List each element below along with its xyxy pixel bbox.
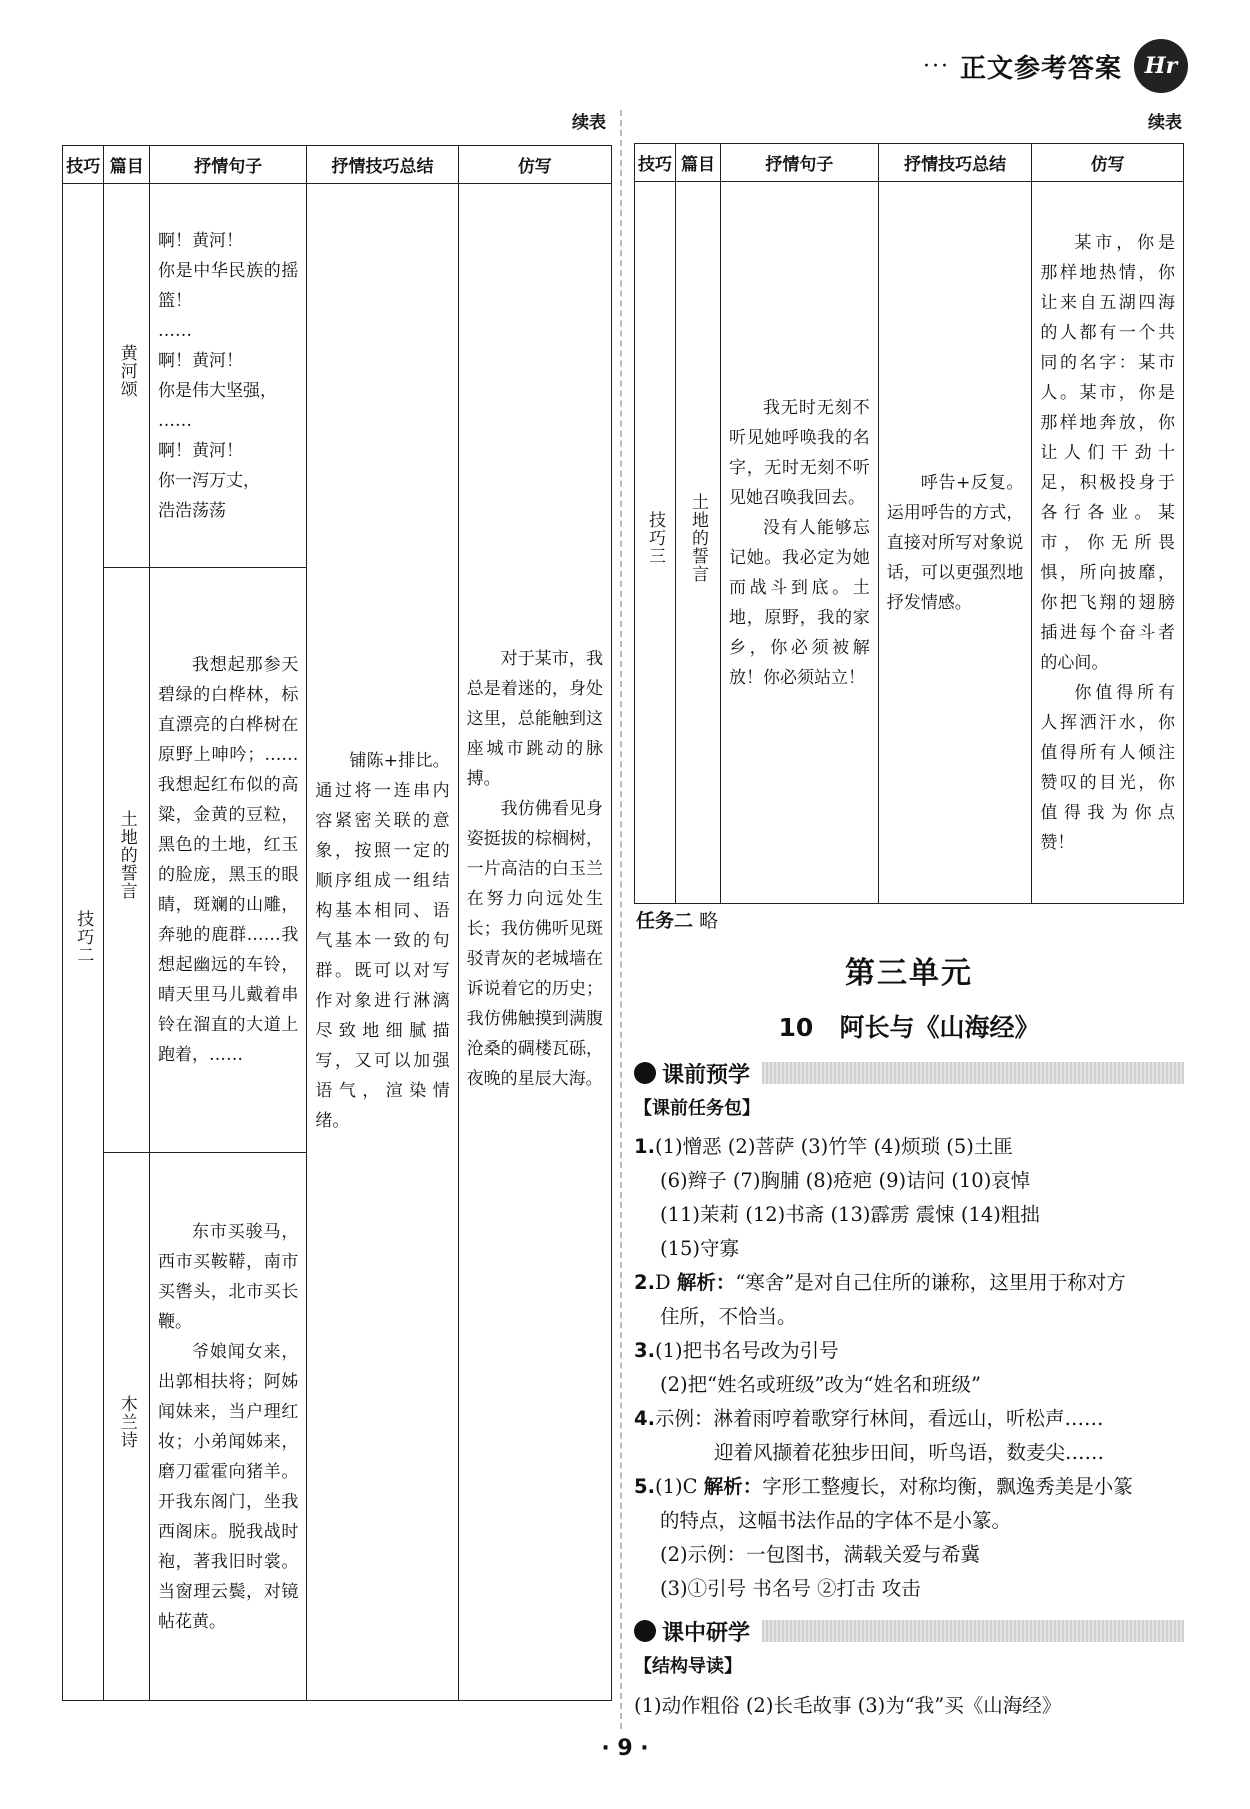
title-cell: 土地的誓言 <box>104 568 150 1153</box>
structure-label: 【结构导读】 <box>634 1656 742 1677</box>
table-row <box>635 182 1184 904</box>
answers-list <box>634 1130 1186 1606</box>
header-dots: ··· <box>923 53 950 79</box>
summary-cell: 呼告+反复。运用呼告的方式，直接对所写对象说话，可以更强烈地抒发情感。 <box>878 182 1032 904</box>
table-header-row <box>63 146 612 184</box>
col-header-summary: 抒情技巧总结 <box>878 144 1032 182</box>
task2-line <box>636 906 718 933</box>
skill-cell: 技巧二 <box>63 184 104 1701</box>
section-bar <box>762 1062 1184 1084</box>
answer-line: (15)守寡 <box>660 1237 740 1260</box>
answer-line: 4.示例：淋着雨哼着歌穿行林间，看远山，听松声…… <box>634 1407 1104 1430</box>
sentences-cell: 我无时无刻不听见她呼唤我的名字，无时无刻不听见她召唤我回去。 没有人能够忘记她。我必定为她而战斗到底。土地，原野，我的家乡，你必须被解放！你必须站立！ <box>721 182 879 904</box>
answer-line: (2)示例：一包图书，满载关爱与希冀 <box>660 1543 981 1566</box>
left-table <box>62 145 612 1701</box>
answer-line: 迎着风撷着花独步田间，听鸟语，数麦尖…… <box>714 1441 1105 1464</box>
header-title: 正文参考答案 <box>959 53 1122 84</box>
sentences-cell: 东市买骏马，西市买鞍鞯，南市买辔头，北市买长鞭。 爷娘闻女来，出郭相扶将；阿姊闻妹来，当户理红妆；小弟闻姊来，磨刀霍霍向猪羊。开我东阁门，坐我西阁床。脱我战时袍，著我旧时裳。当窗理云鬓，对镜帖花黄。 <box>149 1153 306 1701</box>
col-header-imitation: 仿写 <box>458 146 611 184</box>
continued-label-right: 续表 <box>1148 113 1182 133</box>
task2-value: 略 <box>699 910 719 932</box>
skill-cell: 技巧三 <box>635 182 676 904</box>
section-mid-study <box>634 1616 1184 1646</box>
lesson-name: 阿长与《山海经》 <box>839 1013 1040 1042</box>
bullet-icon <box>634 1062 656 1084</box>
answer-line: 的特点，这幅书法作品的字体不是小篆。 <box>660 1509 1012 1532</box>
right-table <box>634 143 1184 904</box>
answer-line: 住所，不恰当。 <box>660 1305 797 1328</box>
col-header-imitation: 仿写 <box>1032 144 1184 182</box>
imitation-cell: 对于某市，我总是着迷的，身处这里，总能触到这座城市跳动的脉搏。 我仿佛看见身姿挺拔的棕榈树，一片高洁的白玉兰在努力向远处生长；我仿佛听见斑驳青灰的老城墙在诉说着它的历史；我仿佛触摸到满腹沧桑的碉楼瓦砾，夜晚的星辰大海。 <box>458 184 611 1701</box>
section-title: 课前预学 <box>662 1062 751 1088</box>
col-header-skill: 技巧 <box>63 146 104 184</box>
section-title: 课中研学 <box>662 1620 751 1646</box>
table-header-row <box>635 144 1184 182</box>
continued-label-left: 续表 <box>572 113 606 133</box>
imitation-cell: 某市，你是那样地热情，你让来自五湖四海的人都有一个共同的名字：某市人。某市，你是那样地奔放，你让人们干劲十足，积极投身于各行各业。某市，你无所畏惧，所向披靡，你把飞翔的翅膀插进每个奋斗者的心间。 你值得所有人挥洒汗水，你值得所有人倾注赞叹的目光，你值得我为你点赞！ <box>1032 182 1184 904</box>
answer-line: 1.(1)憎恶 (2)菩萨 (3)竹竿 (4)烦琐 (5)土匪 <box>634 1135 1013 1158</box>
summary-cell: 铺陈+排比。通过将一连串内容紧密关联的意象，按照一定的顺序组成一组结构基本相同、语气基本一致的句群。既可以对写作对象进行淋漓尽致地细腻描写，又可以加强语气，渲染情绪。 <box>307 184 458 1701</box>
pre-task-label: 【课前任务包】 <box>634 1098 760 1119</box>
page-number: · 9 · <box>601 1736 649 1761</box>
title-cell: 黄河颂 <box>104 184 150 568</box>
sentences-cell: 我想起那参天碧绿的白桦林，标直漂亮的白桦树在原野上呻吟；……我想起红布似的高粱，金黄的豆粒，黑色的土地，红玉的脸庞，黑玉的眼睛，斑斓的山雕，奔驰的鹿群……我想起幽远的车铃，晴天里马儿戴着串铃在溜直的大道上跑着，…… <box>149 568 306 1153</box>
table-row <box>63 184 612 568</box>
col-header-title: 篇目 <box>675 144 720 182</box>
section-pre-study <box>634 1058 1184 1088</box>
col-header-skill: 技巧 <box>635 144 676 182</box>
answer-line: 5.(1)C 解析：字形工整瘦长，对称均衡，飘逸秀美是小篆 <box>634 1475 1133 1498</box>
col-header-summary: 抒情技巧总结 <box>307 146 458 184</box>
section-bar <box>762 1620 1184 1642</box>
task2-label: 任务二 <box>636 910 694 932</box>
lesson-title <box>634 1008 1184 1044</box>
answer-line: (11)茉莉 (12)书斋 (13)霹雳 震悚 (14)粗拙 <box>660 1203 1040 1226</box>
col-header-sentences: 抒情句子 <box>721 144 879 182</box>
brand-logo: Hr <box>1134 39 1188 93</box>
col-header-title: 篇目 <box>104 146 150 184</box>
page-header <box>923 38 1188 94</box>
answer-line: 2.D 解析：“寒舍”是对自己住所的谦称，这里用于称对方 <box>634 1271 1126 1294</box>
answer-line: 3.(1)把书名号改为引号 <box>634 1339 839 1362</box>
answer-line: (2)把“姓名或班级”改为“姓名和班级” <box>660 1373 981 1396</box>
answer-line: (6)辫子 (7)胸脯 (8)疮疤 (9)诘问 (10)哀悼 <box>660 1169 1031 1192</box>
title-cell: 木兰诗 <box>104 1153 150 1701</box>
title-cell: 土地的誓言 <box>675 182 720 904</box>
column-divider <box>620 110 622 1729</box>
col-header-sentences: 抒情句子 <box>149 146 306 184</box>
lesson-number: 10 <box>778 1013 814 1042</box>
structure-answer: (1)动作粗俗 (2)长毛故事 (3)为“我”买《山海经》 <box>634 1694 1062 1717</box>
unit-title: 第三单元 <box>845 956 973 991</box>
sentences-cell: 啊！黄河！ 你是中华民族的摇篮！ …… 啊！黄河！ 你是伟大坚强， …… 啊！黄河！ 你一泻万丈， 浩浩荡荡 <box>149 184 306 568</box>
bullet-icon <box>634 1620 656 1642</box>
answer-line: (3)①引号 书名号 ②打击 攻击 <box>660 1577 921 1600</box>
